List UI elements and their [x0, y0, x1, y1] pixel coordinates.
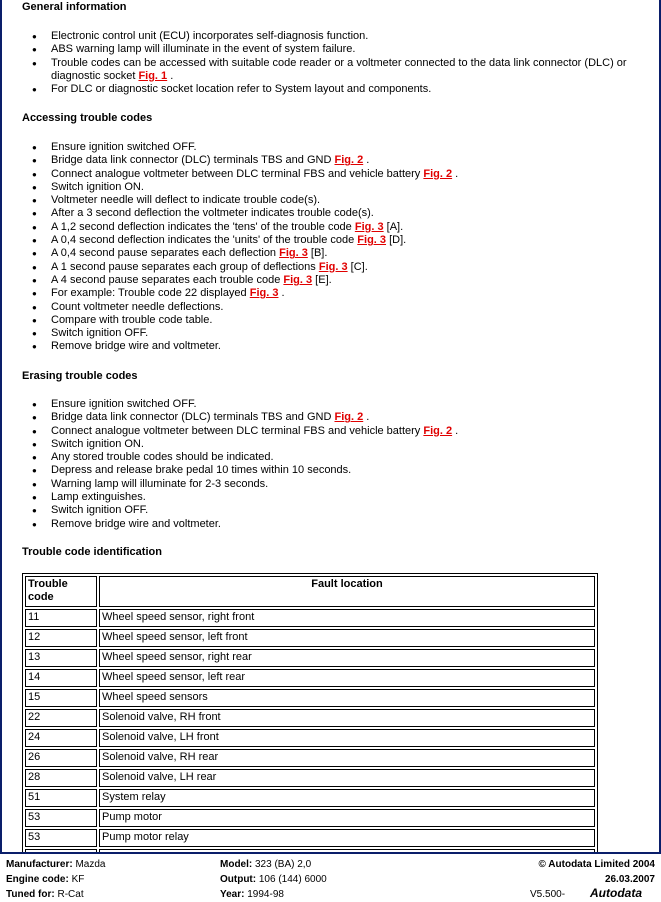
fault-location-cell: System relay — [99, 789, 595, 807]
list-item: ● Switch ignition OFF. — [22, 504, 632, 517]
fault-location-cell: Solenoid valve, LH rear — [99, 769, 595, 787]
list-item: ● A 1 second pause separates each group of deflections Fig. 3 [C]. — [22, 261, 632, 274]
list-item: ● Depress and release brake pedal 10 times within 10 seconds. — [22, 464, 632, 477]
list-item: ● Voltmeter needle will deflect to indicate trouble code(s). — [22, 194, 632, 207]
fault-location-cell: Solenoid valve, RH front — [99, 709, 595, 727]
list-item: ● Compare with trouble code table. — [22, 314, 632, 327]
footer-date: 26.03.2007 — [604, 874, 655, 885]
table-row — [25, 769, 595, 787]
trouble-code-cell: 28 — [25, 769, 97, 787]
list-item: ● For DLC or diagnostic socket location refer to System layout and components. — [22, 83, 632, 96]
fault-location-cell: Solenoid valve, LH front — [99, 729, 595, 747]
list-item: ● A 0,4 second pause separates each deflection Fig. 3 [B]. — [22, 247, 632, 260]
general-list — [22, 30, 632, 96]
figure-link[interactable]: Fig. 2 — [334, 411, 364, 424]
erasing-list — [22, 398, 632, 531]
list-item: ● Lamp extinguishes. — [22, 491, 632, 504]
list-item: ● Warning lamp will illuminate for 2-3 seconds. — [22, 478, 632, 491]
list-item: ● Switch ignition ON. — [22, 181, 632, 194]
list-item: ● Switch ignition OFF. — [22, 327, 632, 340]
fault-location-cell: Wheel speed sensor, left front — [99, 629, 595, 647]
footer-tuned: Tuned for: R-Cat — [6, 889, 84, 900]
trouble-code-cell: 53 — [25, 809, 97, 827]
table-row — [25, 809, 595, 827]
col-header-trouble-code: Trouble code — [25, 576, 97, 607]
table-row — [25, 749, 595, 767]
section-title-accessing: Accessing trouble codes — [22, 112, 153, 124]
footer-engine: Engine code: KF — [6, 874, 85, 885]
footer-manufacturer: Manufacturer: Mazda — [6, 859, 106, 870]
fault-location-cell: Pump motor — [99, 809, 595, 827]
figure-link[interactable]: Fig. 3 — [249, 287, 279, 300]
figure-link[interactable]: Fig. 3 — [318, 260, 348, 273]
figure-link[interactable]: Fig. 2 — [423, 167, 453, 180]
table-row — [25, 629, 595, 647]
figure-link[interactable]: Fig. 2 — [334, 154, 364, 167]
trouble-code-cell: 14 — [25, 669, 97, 687]
footer-output: Output: 106 (144) 6000 — [220, 874, 327, 885]
list-item: ● A 1,2 second deflection indicates the 'tens' of the trouble code Fig. 3 [A]. — [22, 221, 632, 234]
fault-location-cell: Wheel speed sensors — [99, 689, 595, 707]
fault-location-cell: Solenoid valve, RH rear — [99, 749, 595, 767]
list-item: ● Ensure ignition switched OFF. — [22, 141, 632, 154]
list-item: ● Count voltmeter needle deflections. — [22, 301, 632, 314]
figure-link[interactable]: Fig. 3 — [279, 247, 308, 260]
list-item: ● Trouble codes can be accessed with suitable code reader or a voltmeter connected to the data link connector (DLC) or diagnostic socket Fig. 1 . — [22, 57, 632, 84]
table-row — [25, 669, 595, 687]
col-header-fault-location: Fault location — [99, 576, 595, 607]
trouble-code-cell: 26 — [25, 749, 97, 767]
trouble-code-cell: 15 — [25, 689, 97, 707]
figure-link[interactable]: Fig. 3 — [283, 273, 313, 286]
table-row — [25, 709, 595, 727]
list-item: ● Ensure ignition switched OFF. — [22, 398, 632, 411]
trouble-code-cell: 53 — [25, 829, 97, 847]
list-item: ● Bridge data link connector (DLC) terminals TBS and GND Fig. 2 . — [22, 411, 632, 424]
trouble-code-cell: 22 — [25, 709, 97, 727]
table-row — [25, 729, 595, 747]
list-item: ● Any stored trouble codes should be indicated. — [22, 451, 632, 464]
trouble-code-cell: 12 — [25, 629, 97, 647]
list-item: ● A 4 second pause separates each trouble code Fig. 3 [E]. — [22, 274, 632, 287]
list-item: ● Electronic control unit (ECU) incorporates self-diagnosis function. — [22, 30, 632, 43]
autodata-logo: Autodata — [590, 886, 642, 900]
figure-link[interactable]: Fig. 1 — [138, 69, 168, 82]
trouble-code-cell: 24 — [25, 729, 97, 747]
list-item: ● Connect analogue voltmeter between DLC terminal FBS and vehicle battery Fig. 2 . — [22, 168, 632, 181]
accessing-list — [22, 141, 632, 354]
list-item: ● Remove bridge wire and voltmeter. — [22, 340, 632, 353]
fault-location-cell: Wheel speed sensor, right rear — [99, 649, 595, 667]
table-row — [25, 689, 595, 707]
list-item: ● Switch ignition ON. — [22, 438, 632, 451]
section-title-erasing: Erasing trouble codes — [22, 370, 138, 382]
list-item: ● For example: Trouble code 22 displayed Fig. 3 . — [22, 287, 632, 300]
trouble-code-cell: 13 — [25, 649, 97, 667]
footer-copyright: © Autodata Limited 2004 — [538, 859, 655, 870]
trouble-code-table — [22, 573, 598, 892]
fault-location-cell: Pump motor relay — [99, 829, 595, 847]
fault-location-cell: Wheel speed sensor, right front — [99, 609, 595, 627]
figure-link[interactable]: Fig. 3 — [354, 220, 384, 233]
section-title-general: General information — [22, 1, 127, 13]
list-item: ● After a 3 second deflection the voltmeter indicates trouble code(s). — [22, 207, 632, 220]
footer-model: Model: 323 (BA) 2,0 — [220, 859, 312, 870]
figure-link[interactable]: Fig. 2 — [423, 424, 453, 437]
table-row — [25, 789, 595, 807]
list-item: ● Bridge data link connector (DLC) terminals TBS and GND Fig. 2 . — [22, 154, 632, 167]
section-title-identification: Trouble code identification — [22, 546, 162, 558]
table-row — [25, 649, 595, 667]
list-item: ● Connect analogue voltmeter between DLC terminal FBS and vehicle battery Fig. 2 . — [22, 425, 632, 438]
footer-version: V5.500- — [530, 889, 566, 900]
footer — [0, 852, 661, 902]
trouble-code-cell: 11 — [25, 609, 97, 627]
trouble-code-cell: 51 — [25, 789, 97, 807]
list-item: ● A 0,4 second deflection indicates the 'units' of the trouble code Fig. 3 [D]. — [22, 234, 632, 247]
figure-link[interactable]: Fig. 3 — [357, 234, 387, 247]
list-item: ● ABS warning lamp will illuminate in the event of system failure. — [22, 43, 632, 56]
footer-year: Year: 1994-98 — [220, 889, 284, 900]
table-row — [25, 609, 595, 627]
fault-location-cell: Wheel speed sensor, left rear — [99, 669, 595, 687]
list-item: ● Remove bridge wire and voltmeter. — [22, 518, 632, 531]
table-row — [25, 829, 595, 847]
